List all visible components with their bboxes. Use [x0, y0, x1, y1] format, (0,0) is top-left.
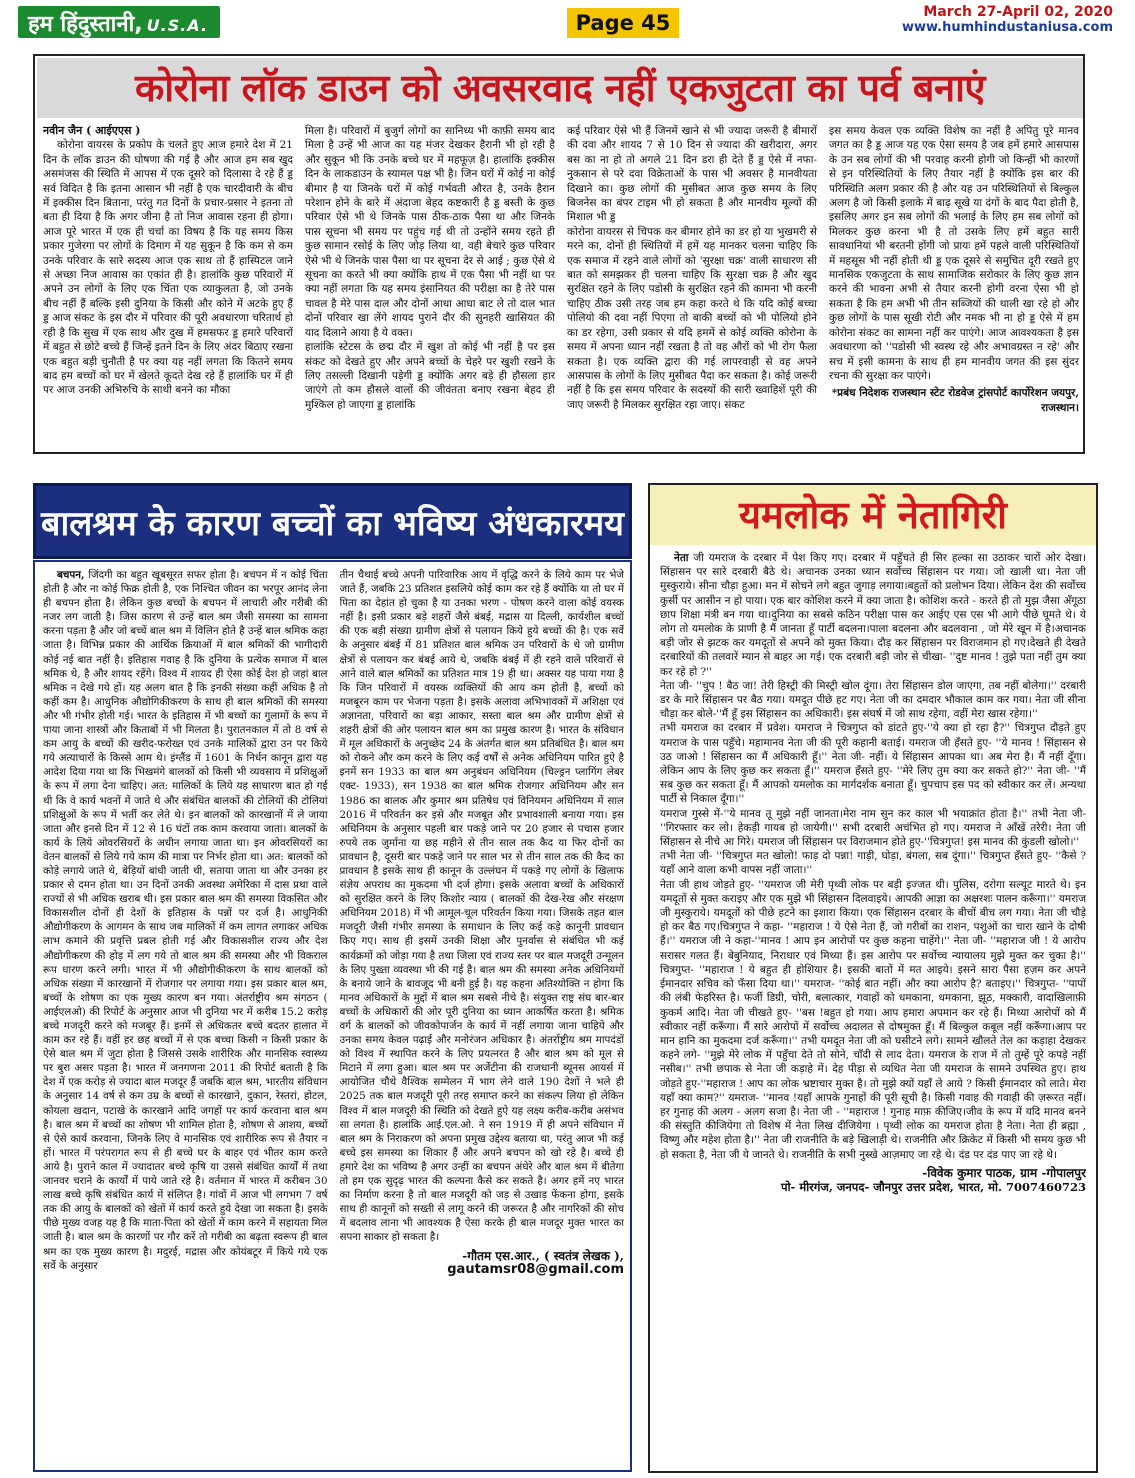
issue-date: March 27-April 02, 2020	[923, 4, 1113, 20]
article-yamlok-netagiri	[648, 483, 1098, 1473]
article-1-text-1: कोरोना वायरस के प्रकोप के चलते हुए आज हमारे देश में 21 दिन के लॉक डाउन की घोषणा की गई है और आज हम सब खुद असमंजस की स्थिति में आपस में एक दूसरे को दिलासा दे रहे हैं ड्ड सर्व विदित है कि इतना आसान भी नहीं है एक चारदीवारी के बीच में इक्कीस दिन बिताना, परंतु गत दिनों के प्रचार-प्रसार ने इतना तो बता ही दिया है कि अगर जीना है तो निज आवास रहना ही होगा। आज पूरे भारत में एक ही चर्चा का विषय है कि यह समय किस प्रकार गुजेरगा पर लोगों के दिमाग में यह सुकून है कि कम से कम उनके परिवार के सारे सदस्य आज एक साथ तो हैं हास्पिटल जाने से अच्छा निज आवास का एकांत ही है। हालांकि कुछ परिवारों में अपने उन लोगों के लिए एक चिंता एक व्याकुलता है, जो उनके बीच नहीं हैं बल्कि इसी दुनिया के किसी और कोने में अटके हुए हैं ड्ड आज संकट के इस दौर में परिवार की पूरी अवधारणा चरितार्थ हो रही है कि सुख में एक साथ और दुख में हमसफर ड्ड हमारे परिवारों में बहुत से छोटे बच्चे हैं जिन्हें इतने दिन के लिए अंदर बिठाए रखना एक बहुत बड़ी चुनौती है पर क्या यह नहीं लगता कि कितने समय बाद हम बच्चों को घर में खेलते कूदते देख रहे हैं हालांकि घर में ही पर आज उनकी अभिरुचि के साथी बनने का मौका	[43, 139, 293, 397]
brand-region: U.S.A.	[146, 16, 209, 35]
article-3-columns	[660, 551, 1086, 1465]
article-2-signature: -गौतम एस.आर., ( स्वतंत्र लेखक ),	[462, 1248, 624, 1263]
article-1-byline: नवीन जैन ( आईएएस )	[43, 124, 141, 137]
article-1-text-2: मिला है। परिवारों में बुजुर्ग लोगों का सानिध्य भी काफ़ी समय बाद मिला है उन्हें भी आज का यह मंजर देखकर हैरानी भी हो रही है और सुकून भी कि उनके बच्चे घर में महफूज़ है। हालांकि इक्कीस दिन के लाकडाउन के स्यामल पक्ष भी है। जिन घरों में कोई ना कोई बीमार है या जिनके घरों में कोई गर्भवती औरत है, उनके हैरान परेशान होने के बारे में अंदाजा बेहद कष्टकारी है ड्ड बस्ती के कुछ परिवार ऐसे भी थे जिनके पास ठीक-ठाक पैसा था और जिनके पास सूचना भी समय पर पहुंच गई थी तो उन्होंने समय रहते ही कुछ सामान रसोई के लिए जोड़ लिया था, वही बेचारे कुछ परिवार ऐसे भी थे जिनके पास पैसा था पर सूचना देर से आई ; कुछ ऐसे थे सूचना का करते भी क्या क्योंकि हाथ में एक पैसा भी नहीं था पर क्या नहीं लगता कि यह समय इंसानियत की परीक्षा का है तेरे पास चावल है मेरे पास दाल और दोनों आधा आधा बाट ले तो दाल भात दोनों परिवार खा लेंगे शायद पुराने दौर की सुनहरी खासियत की याद दिलाने आया है ये वक्त। हालांकि स्टेटस के छद्म दौर में खुश तो कोई भी नहीं है पर इस संकट को देखते हुए और अपने बच्चों के चेहरे पर खुशी रखने के लिए तसल्ली दिखानी पड़ेगी ड्ड क्योंकि अगर बड़े ही हौसला हार जाएंगे तो कम हौसले वालों की जीवंतता बनाए रखना बेहद ही मुश्किल हो जाएगा ड्ड हालांकि	[305, 125, 555, 411]
page-number: Page 45	[567, 8, 679, 38]
article-3-column	[660, 551, 1086, 1465]
article-2-headline: बालश्रम के कारण बच्चों का भविष्य अंधकारमय	[33, 483, 632, 559]
article-3-lead-word: नेता	[674, 552, 689, 564]
article-1-column-2	[305, 124, 555, 450]
brand-name: हम हिंदुस्तानी,	[28, 12, 143, 37]
article-corona-lockdown	[33, 54, 1085, 454]
article-3-headline: यमलोक में नेतागिरी	[650, 485, 1096, 545]
article-3-text	[660, 551, 1086, 1162]
website-link[interactable]: www.humhindustaniusa.com	[901, 20, 1113, 35]
newspaper-brand	[18, 6, 220, 38]
article-1-text-3: कई परिवार ऐसे भी हैं जिनमें खाने से भी ज्यादा जरूरी है बीमारों की दवा और शायद 7 से 10 दिन से ज्यादा की खरीदारा, अगर बस का ना हो तो अगले 21 दिन डरा ही देते हैं ड्ड ऐसे में नफा-नुकसान से परे दवा विक्रेताओं के पास भी अवसर है मानवीयता दिखाने का। कुछ लोगों की मुसीबत आज कुछ समय के लिए बिजनेस का बंपर टाइम भी हो सकता है और मानवीय मूल्यों की मिशाल भी ड्ड कोरोना वायरस से चिपक कर बीमार होने का डर हो या भुखमरी से मरने का, दोनों ही स्थितियों में हमें यह मानकर चलना चाहिए कि एक समाज में रहने वाले लोगों को 'सुरक्षा चक्र' वाली साधारण सी बात को समझकर ही चलना चाहिए कि सुरक्षा चक्र है और खुद सुरक्षित रहने के लिए पडोसी के सुरक्षित रहने की कामना भी करनी चाहिए ठीक उसी तरह जब हम कहा करते थे कि यदि कोई बच्चा पोलियो की दवा नहीं पिएगा तो बाकी बच्चों को भी पोलियो होने का डर रहेगा, उसी प्रकार से यदि हममें से कोई व्यक्ति कोरोना के समय में अपना ध्यान नहीं रखता है तो वह औरों को भी रोग फैला सकता है। एक व्यक्ति द्वारा की गई लापरवाही से वह अपने आसपास के लोगों के लिए मुसीबत पैदा कर सकता है। कोई जरूरी नहीं है कि इस समय परिवार के सदस्यों की सारी ख्वाहिशें पूरी की जाए जरूरी है मिलकर सुरक्षित रहा जाए। संकट	[567, 125, 817, 411]
article-2-column-1	[43, 568, 328, 1466]
article-2-text-2: तीन चैथाई बच्चे अपनी पारिवारिक आय में वृद्धि करने के लिये काम पर भेजे जाते हैं, जबकि 23 प्रतिशत इसलिये कोई काम कर रहे हैं क्योंकि या तो घर में पिता का देहांत हो चुका है या उनका भरण - पोषण करने वाला कोई वयस्क नहीं है। इसी प्रकार बड़े शहरों जैसे बंबई, मद्रास या दिल्ली, कार्यशील बच्चों की एक बड़ी संख्या ग्रामीण क्षेत्रों से पलायन किये हुये बच्चों की है। एक सर्वे के अनुसार बंबई में 81 प्रतिशत बाल श्रमिक उन परिवारों के थे जो ग्रामीण क्षेत्रों से पलायन कर बंबई आये थे, जबकि बंबई में ही रहने वाले परिवारों से आने वाले बाल श्रमिकों का प्रतिशत मात्र 19 ही था। अक्सर यह पाया गया है कि जिन परिवारों में वयस्क व्यक्तियों की आय कम होती है, बच्चों को मजबूरन काम पर भेजना पड़ता है। इसके अलावा अभिभावकों में अशिक्षा एवं अज्ञानता, परिवारों का बड़ा आकार, सस्ता बाल श्रम और ग्रामीण क्षेत्रों से शहरी क्षेत्रों की ओर पलायन बाल श्रम का प्रमुख कारण है। भारत के संविधान में मूल अधिकारों के अनुच्छेद 24 के अंतर्गत बाल श्रम प्रतिबंधित है। बाल श्रम को रोकने और कम करने के लिए कई वर्षों से अनेक अधिनियम पारित हुऐ है इनमें सन 1933 का बाल श्रम अनुबंधन अधिनियम (चिल्ड्रन प्लागिंग लेबर एक्ट- 1933), सन 1938 का बाल श्रमिक रोजगार अधिनियम और सन 1986 का बालक और कुमार श्रम प्रतिषेध एवं विनियमन अधिनियम में साल 2016 में परिवर्तन कर इसे और मजबूत और प्रभावशाली बनाया गया। इस अधिनियम के अनुसार पहली बार पकड़े जाने पर 20 हजार से पचास हजार रुपये तक जुर्माना या छह महीने से तीन साल तक कैद या फिर दोनों का प्रावधान है, दूसरी बार पकड़े जाने पर साल भर से तीन साल तक की कैद का प्रावधान है इसके साथ ही कानून के उल्लंघन में पकड़े गए लोगों के खिलाफ संज्ञेय अपराध का मुकदमा भी दर्ज होगा। इसके अलावा बच्चों के अधिकारों को सुरक्षित करने के लिए किशोर न्याय ( बालकों की देख-रेख और संरक्षण अधिनियम 2018) में भी आमूल-चूल परिवर्तन किया गया। जिसके तहत बाल मजदूरी जैसी गंभीर समस्या के समाधान के लिए कई कड़े कानूनी प्रावधान किए गए। साथ ही इसमें उनकी शिक्षा और पुनर्वास से संबंधित भी कई कार्यक्रमों को जोड़ा गया है तथा जिला एवं राज्य स्तर पर बाल मजदूरी उन्मूलन के लिए पुख्ता व्यवस्था भी की गई है। बाल श्रम की समस्या अनेक अधिनियमों के बनाये जाने के बावजूद भी बनी हुई है। यह कहना अतिश्योक्ति न होगा कि मानव अधिकारों के मुद्दों में बाल श्रम सबसे नीचे है। संयुक्त राष्ट्र संघ बार-बार बच्चों के अधिकारों की ओर पूरी दुनिया का ध्यान आकर्षित करता है। श्रमिक वर्ग के बालकों को जीवकोपार्जन के कार्य में नहीं लगाया जाना चाहिये और उनका समय केवल पढ़ाई और मनोरंजन अधिकार है। अंतर्राष्ट्रीय श्रम मापदंडों को विश्व में स्थापित करने के लिए प्रयत्नरत है और बाल श्रम को मूल से मिटाने में लगा हुआ। बाल श्रम पर अर्जेटीना की राजधानी ब्यूनस आयर्स में आयोजित चौथे वैश्विक सम्मेलन में भाग लेने वाले 190 देशों ने भले ही 2025 तक बाल मजदूरी पूरी तरह समाप्त करने का संकल्प लिया हो लेकिन विश्व में बाल मजदूरी की स्थिति को देखते हुऐ यह लक्ष्य करीब-करीब असंभव सा लगता है। हालांकि आई.एल.ओ. ने सन 1919 में ही अपने संविधान में बाल श्रम के निराकरण को अपना प्रमुख उद्देश्य बताया था, परंतु आज भी कई बच्चे इस समस्या का शिकार हैं और अपने बचपन को खो रहे है। बच्चे ही हमारे देश का भविष्य है अगर उन्हीं का बचपन अंधेरे और बाल श्रम में बीतेगा तो हम एक सुदृढ़ भारत की कल्पना कैसे कर सकते है। अगर हमें नए भारत का निर्माण करना है तो बाल मजदूरी को जड़ से उखाड़ फेंकना होगा, इसके साथ ही कानूनों को सख्ती से लागू करने की जरूरत है और नागरिकों की सोच में बदलाव लाना भी आवश्यक है ऐसा करके ही बाल मजदूर मुक्त भारत का सपना साकार हो सकता है।	[339, 569, 624, 1244]
article-2-text-1-body: जिंदगी का बहुत खूबसूरत सफर होता है। बचपन में न कोई चिंता होती है और ना कोई फिक्र होती है, एक निश्चित जीवन का भरपूर आनंद लेना ही बचपन होता है। लेकिन कुछ बच्चों के बचपन में लाचारी और गरीबी की नजर लग जाती है। जिस कारण से उन्हें बाल श्रम जैसी समस्या का सामना करना पड़ता है और जो बच्चें बाल श्रम में विलिन होते है उन्हें बाल श्रमिक कहा जाता है। विभिन्न प्रकार की आर्थिक क्रियाओं में बाल श्रमिकों की भागीदारी कोई नई बात नहीं है। इतिहास गवाह है कि दुनिया के प्रत्येक समाज में बाल श्रमिक थे, है और शायद रहेंगे। विश्व में शायद ही ऐसा कोई देश हो जहां बाल श्रमिक न देखे गये हों। यह अलग बात है कि इनकी संख्या कहीं अधिक है तो कहीं कम है। आधुनिक औद्योगिकीकरण के साथ ही बाल श्रमिकों की समस्या और भी गंभीर होती गई। भारत के इतिहास में भी बच्चों का गुलामों के रूप में पाया जाना शास्त्रों और किताबों में भी मिलता है। पुरातनकाल में तो 8 वर्ष से कम आयु के बच्चों की खरीद-फरोख्त एवं उनके मालिकों द्वारा उन पर किये गये अत्याचारों के किस्से आम थे। इंग्लैंड में 1601 के निर्धन कानून द्वारा यह आदेश दिया गया था कि भिखमंगे बालकों को किसी भी व्यवसाय में प्रशिक्षुओं के रूप में लगा देना चाहिए। अत: मालिकों के लिये यह साधारण बात हो गई थी कि वे कार्य भवनों में जाते थे और संबंधित बालकों की टोलियों की टोलियां प्रशिक्षुओं के रूप में भर्ती कर लेते थे। इन बालकों को कारखानों में ले जाया जाता और इनसे दिन में 12 से 16 घंटों तक काम करवाया जाता। बालकों के कार्य के लिये ओवरसियरों के अधीन लगाया जाता था। इन ओवरसियरों का वेतन बालकों से लिये गये काम की मात्रा पर निर्भर होता था। अत: बालकों को कोड़े लगाये जाते थे, बेड़ियों बांधी जाती थी, सताया जाता था और उनका हर प्रकार से दमन होता था। उन दिनों उनकी अवस्था अमेरिका में दास प्रथा वाले राज्यों से भी अधिक खराब थी। इस प्रकार बाल श्रम की समस्या विकसित और विकासशील दोनों ही देशों के इतिहास के पन्नों पर दर्ज है। आधुनिकी औद्योगीकरण के आगमन के साथ जब मालिकों में कम लागत लगाकर अधिक लाभ कमाने की प्रवृत्ति प्रबल होती गई और विकासशील राज्य और देश औद्योगीकरण की होड़ में लग गये तो बाल श्रम की समस्या और भी विकराल रूप धारण करने लगी। भारत में भी औद्योगीकीकरण के साथ बालकों को अधिक संख्या में कारखानों में रोजगार पर लगाया गया। इस प्रकार बाल श्रम, बच्चों के शोषण का एक मुख्य कारण बन गया। अंतर्राष्ट्रीय श्रम संगठन ( आईएलओ) की रिपोर्ट के अनुसार आज भी दुनिया भर में करीब 15.2 करोड़ बच्चे मजदूरी करने को मजबूर हैं। इनमें से अधिकतर बच्चे बदतर हालात में काम कर रहे हैं। वहीं हर छह बच्चों में से एक बच्चा किसी न किसी प्रकार के ऐसे बाल श्रम में जुटा होता है जिससे उसके शारीरिक और मानसिक स्वास्थ्य पर बुरा असर पड़ता है। भारत में जनगणना 2011 की रिपोर्ट बताती है कि देश में एक करोड़ से ज्यादा बाल मजदूर हैं जबकि बाल श्रम, भारतीय संविधान के अनुसार 14 वर्ष से कम उम्र के बच्चों से कारखाने, दुकान, रेस्तरां, होटल, कोयला खदान, पटाखे के कारखाने आदि जगहों पर कार्य करवाना बाल श्रम है। बाल श्रम में बच्चों का शोषण भी शामिल होता है, शोषण से आशय, बच्चों से ऐसे कार्य करवाना, जिनके लिए वे मानसिक एवं शारीरिक रूप से तैयार न हों। भारत में परंपरागत रूप से ही बच्चे घर के बाहर एवं भीतर काम करते आये है। पुराने काल में ज्यादातर बच्चे कृषि या उससे संबंधित कार्यों में तथा जानवर चराने के कार्यों में पाये जाते रहे है। वर्तमान में भारत में करीबन 30 लाख बच्चे कृषि संबंधित कार्य में संलिप्त है। गांवों में आज भी लगभग 7 वर्ष तक की आयु के बालकों को खेतों में कार्य करते हुये देखा जा सकता है। इसके पीछे मुख्य वजह यह है कि माता-पिता को खेतों में काम करने में सहायता मिल जाती है। बाल श्रम के कारणों पर गौर करें तो गरीबी का बढ़ता स्वरूप ही बाल श्रम का एक मुख्य कारण है। मदुरई, मद्रास और कोयंबटूर में किये गये एक सर्वे के अनुसार	[43, 569, 328, 1272]
article-2-column-2	[340, 568, 625, 1466]
dateline	[902, 4, 1113, 35]
article-3-body: जी यमराज के दरबार में पेश किए गए। दरबार में पहुँचते ही सिर हल्का सा उठाकर चारों ओर देखा। सिंहासन पर सारे दरबारी बैठे थे। अचानक उनका ध्यान सर्वोच्च सिंहासन पर गया। जो खाली था। नेता जी मुस्कुराये। सीना चौड़ा हुआ। मन में सोचने लगे बहुत जुगाड़ लगाया।बहुतों को प्रलोभन दिया। लेकिन देश की सर्वोच्च कुर्सी पर आसीन न हो पाया। एक बार कोशिश करने में क्या जाता है। कोशिश करते - करते ही तो मुझ जैसा अँगूठा छाप शिक्षा मंत्री बन गया था।दुनिया का सबसे कठिन परीक्षा पास कर आईए एस एस भी आगे पीछे घूमते थे। ये लोग तो यमलोक के प्राणी है मैं जानता हूँ पार्टी बदलना।पाला बदलना और बदलवाना , जो मेरे खून में है।अचानक बड़ी जोर से झटक कर यमदूतों से अपने को मुक्त किया। दौड़ कर सिंहासन पर विराजमान हो गए।देखते ही देखते दरबारियों की तलवारें म्यान से बाहर आ गई। एक दरबारी बड़ी जोर से चीखा- ''दुष्ट मानव ! तुझे पता नहीं तुम क्या कर रहे हो ?'' नेता जी- ''चुप ! बैठ जा! तेरी हिस्ट्री की मिस्ट्री खोल दूंगा। तेरा सिंहासन डोल जाएगा, तब नहीं बोलेगा।'' दरबारी डर के मारे सिंहासन पर बैठ गया। यमदूत पीछे हट गए। नेता जी का दमदार भौकाल काम कर गया। नेता जी सीना चौड़ा कर बोले-''मैं हूँ इस सिंहासन का अधिकारी। इस संघर्ष में जो साथ रहेगा, वहीं मेरा खास रहेगा।'' तभी यमराज का दरबार में प्रवेश। यमराज ने चित्रगुप्त को डांटते हुए-''ये क्या हो रहा है?'' चित्रगुप्त दौड़ते हुए यमराज के पास पहुँचे। महामानव नेता जी की पूरी कहानी बताई। यमराज जी हँसते हुए- ''ये मानव ! सिंहासन से उठ जाओ ! सिंहासन का मैं अधिकारी हूँ।'' नेता जी- नहीं। ये सिंहासन आपका था। अब मेरा है। मैं नहीं दूँगा। लेकिन आप के लिए कुछ कर सकता हूँ।'' यमराज हँसते हुए- ''मेरे लिए तुम क्या कर सकते हो?'' नेता जी- ''मैं सब कुछ कर सकता हूँ। मैं आपको यमलोक का मार्गदर्शक बनाता हूँ। चुपचाप इस पद को स्वीकार कर लें। अन्यथा पार्टी से निकाल दूँगा।'' यमराज गुस्से में-''ये मानव तू मुझे नहीं जानता।मेरा नाम सुन कर काल भी भयाक्रांत होता है।'' तभी नेता जी- ''गिरफ्तार कर लो। हेकड़ी गायब हो जायेगी।'' सभी दरबारी अचंभित हो गए। यमराज ने आँखें तरेरी। नेता जी सिंहासन से नीचे आ गिरे। यमराज जी सिंहासन पर विराजमान होते हुए-''चित्रगुप्त! इस मानव की कुंडली खोलो।'' तभी नेता जी- ''चित्रगुप्त मत खोलो! फाड़ दो पन्ना! गाड़ी, घोड़ा, बंगला, सब दूंगा।'' चित्रगुप्त हँसते हुए- ''कैसे ? यहाँ आने वाला कभी वापस नहीं जाता।'' नेता जी हाथ जोड़ते हुए- ''यमराज जी मेरी पृथ्वी लोक पर बड़ी इज्जत थी। पुलिस, दरोगा सल्यूट मारते थे। इन यमदूतों से मुक्त कराइए और एक मुझे भी सिंहासन दिलवाइये। आपकी आज्ञा का अक्षरशः पालन करूँगा।'' यमराज जी मुस्कुराये। यमदूतों को पीछे हटने का इशारा किया। एक सिंहासन दरबार के बीचों बीच लग गया। नेता जी चौड़े हो कर बैठ गए।चित्रगुप्त ने कहा- ''महाराज ! ये ऐसे नेता हैं, जो गरीबों का राशन, पशुओं का चारा खाने के दोषी हैं।'' यमराज जी ने कहा-''मानव ! आप इन आरोपों पर कुछ कहना चाहेंगे।'' नेता जी- ''महाराज जी ! ये आरोप सरासर गलत हैं। बेबुनियाद, निराधार एवं मिथ्या हैं। इस आरोप पर सर्वोच्च न्यायालय मुझे मुक्त कर चुका है।'' चित्रगुप्त- ''महाराज ! ये बहुत ही होशियार है। इसकी बातों में मत आइये। इसने सारा पैसा हज़म कर अपने ईमानदार सचिव को फँसा दिया था।'' यमराज- ''कोई बात नहीं। और क्या आरोप है? बताइए।'' चित्रगुप्त- ''पापों की लंबी फेहरिस्त है। फर्जी डिग्री, चोरी, बलात्कार, गवाहों को धमकाना, धमकाना, झूठ, मक्कारी, वादाखिलाफ़ी कुकर्म आदि। नेता जी चीखते हुए- ''बस !बहुत हो गया। आप हमारा अपमान कर रहे हैं। मिथ्या आरोपों को मैं स्वीकार नहीं करूँगा। मैं सारे आरोपों में सर्वोच्च अदालत से दोषमुक्त हूँ। मैं बिल्कुल कबूल नहीं करूँगा।आप पर मान हानि का मुकदमा दर्ज करूँगा।'' तभी यमदूत नेता जी को घसीटने लगे। सामने खौलते तेल का कड़ाहा देखकर कहने लगे- ''मुझे मेरे लोक में पहुँचा देते तो सोने, चाँदी से लाद देता। यमराज के राज में तो तुम्हें पूरे कपड़े नहीं नसीब।'' तभी छपाक से नेता जी कड़ाहे में। देह पीड़ा से व्यथित नेता जी यमराज के सामने उपस्थित हुए। हाथ जोड़ते हुए-''महाराज ! आप का लोक भ्रष्टाचार मुक्त है। तो मुझे क्यों यहाँ ले आये ? किसी ईमानदार को लाते। मेरा यहाँ क्या काम?'' यमराज- ''मानव !यहाँ आपके गुनाहों की पूरी सूची है। किसी गवाह की गवाही की ज़रूरत नहीं। हर गुनाह की अलग - अलग सजा है। नेता जी - ''महाराज ! गुनाह माफ़ कीजिए।जीव के रूप में यदि मानव बनने की संस्तुति कीजियेगा तो विशेष में नेता लिख दीजियेगा । पृथ्वी लोक का यमराज होता है नेता। नेता ही ब्रह्मा , विष्णु और महेश होता है।'' नेता जी राजनीति के बड़े खिलाड़ी थे। राजनीति और क्रिकेट में किसी भी समय कुछ भी हो सकता है, नेता जी ये जानते थे। राजनीति के सभी नुस्खे आज़माए जा रहे थे। दंड पर दंड पाए जा रहे थे।	[660, 552, 1086, 1161]
article-1-headline: कोरोना लॉक डाउन को अवसरवाद नहीं एकजुटता का पर्व बनाएं	[37, 58, 1083, 118]
article-2-columns	[43, 568, 624, 1466]
article-1-text-4: इस समय केवल एक व्यक्ति विशेष का नहीं है अपितु पूरे मानव जगत का है ड्ड आज यह एक ऐसा समय है जब हमें हमारे आसपास के उन सब लोगों की भी परवाह करनी होगी जो किन्हीं भी कारणों से इन परिस्थितियों के लिए तैयार नहीं है क्योंकि इस बार की परिस्थिति अलग प्रकार की है और यह उन परिस्थितियों से बिल्कुल अलग है जो किसी इलाके में बाढ़ सूखे या दंगों के बाद पैदा होती है, इसलिए अगर इन सब लोगों की भलाई के लिए हम सब लोगों को मिलकर कुछ करना भी है तो उसके लिए हमें बहुत सारी सावधानियां भी बरतनी होंगी जो प्रायः हमें पहले वाली परिस्थितियों में महसूस भी नहीं होती थी ड्ड एक दूसरे से समुचित दूरी रखते हुए मानसिक एकजुटता के साथ सामाजिक सरोकार के लिए कुछ ज्ञान करने की भावना अभी से तैयार करनी होगी वरना ऐसा भी हो सकता है कि हम अभी भी तीन सब्जियों की थाली खा रहे हो और कुछ लोगों के पास सूखी रोटी और नमक भी ना हो ड्ड ऐसे में हम कोरोना संकट का सामना नहीं कर पाएंगे। आज आवश्यकता है इस अवधारणा को ''पडोसी भी स्वस्थ रहे और अभावग्रस्त न रहे' और सच में इसी कामना के साथ ही हम मानवीय जगत की इस सुंदर रचना की सुरक्षा कर पाएंगे।	[829, 125, 1079, 382]
article-child-labour	[33, 560, 632, 1472]
article-1-column-1	[43, 124, 293, 450]
article-3-address: पो- मीरगंज, जनपद- जौनपुर उत्तर प्रदेश, भारत, मो. 7007460723	[781, 1179, 1086, 1194]
article-1-columns	[43, 124, 1079, 450]
article-2-lead-word: बचपन,	[57, 569, 85, 581]
masthead	[0, 0, 1135, 44]
article-1-author-note: *प्रबंध निदेशक राजस्थान स्टेट रोडवेज ट्रांसपोर्ट कार्पोरेशन जयपुर, राजस्थान।	[831, 387, 1079, 414]
article-2-text-1	[43, 568, 328, 1273]
article-2-email[interactable]: gautamsr08@gmail.com	[447, 1261, 624, 1277]
article-1-column-4	[829, 124, 1079, 450]
article-3-signature: -विवेक कुमार पाठक, ग्राम -गोपालपुर	[922, 1165, 1086, 1180]
article-1-column-3	[567, 124, 817, 450]
